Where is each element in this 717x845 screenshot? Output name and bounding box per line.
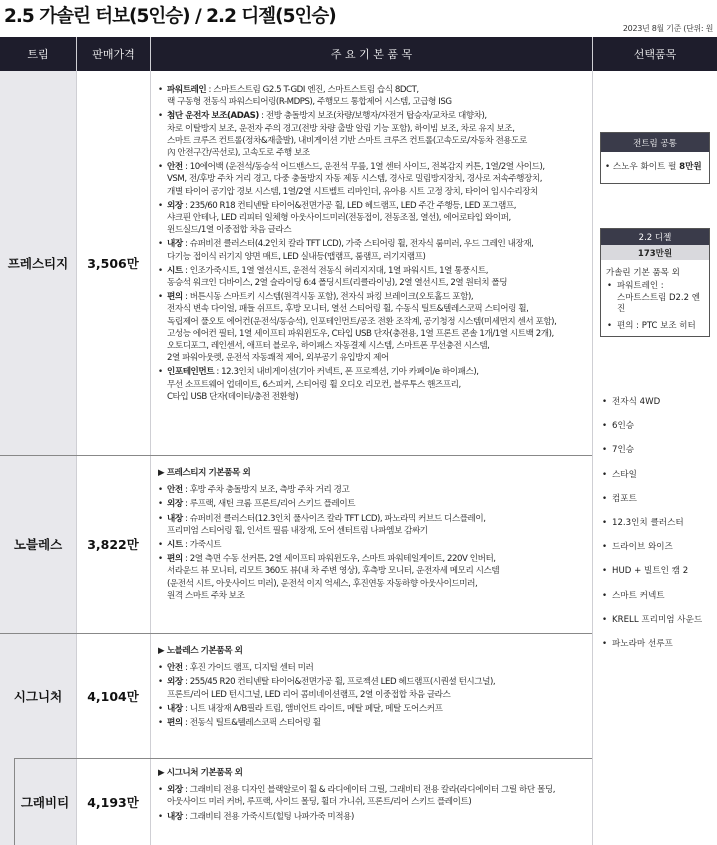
option-item: • 드라이브 와이즈 (600, 541, 712, 565)
feature-item: • 외장 : 255/45 R20 컨티넨탈 타이어&전면가공 휠, 프로젝션 LED 헤드램프(시퀀셜 턴시그널), 프론트/리어 LED 턴시그널, LED 리어 콤비네이션램프, 2열 이중접합 차음 글라스 (158, 676, 592, 700)
feature-item: • 편의 : 버튼시동 스마트키 시스템(원격시동 포함), 전자식 파킹 브레이크(오토홀드 포함), 전자식 변속 다이얼, 패들 쉬프트, 후방 모니터, 열선 스티어링 휠, 수동식 틸트&텔레스코픽 스티어링 휠, 독립제어 풀오토 에어컨(운전석/동승석), 인포테인먼트/공조 전환 조작계, 공기청정 시스템(미세먼지 센서 포함), 고성능 에어컨 필터, 1열 세이프티 파워윈도우, C타입 USB 단자(충전용, 1열 프론트 콘솔 1개/1열 시트백 2개), 오토디포그, 레인센서, 애프터 블로우, 하이패스 자동결제 시스템, 스마트폰 무선충전 시스템, 2열 파워아웃렛, 운전석 자동쾌적 제어, 외부공기 유입방지 제어 (158, 291, 592, 364)
diesel-title: 2.2 디젤 (601, 229, 709, 245)
feature-item: • 안전 : 후진 가이드 램프, 디지털 센터 미러 (158, 662, 592, 674)
feature-item: • 편의 : 2열 측면 수동 선커튼, 2열 세이프티 파워윈도우, 스마트 파워테일게이트, 220V 인버터, 서라운드 뷰 모니터, 리모트 360도 뷰(내 차 주변 영상), 후측방 모니터, 운전자세 메모리 시스템 (운전석 시트, 아웃사이드 미러), 운전석 이지 억세스, 후진연동 자동하향 아웃사이드미러, 원격 스마트 주차 보조 (158, 553, 592, 602)
common-option-item: • 스노우 화이트 펄 8만원 (605, 162, 702, 172)
diesel-intro: 가솔린 기본 품목 외 (606, 268, 680, 278)
price-noblesse: 3,822만 (87, 537, 139, 552)
feature-item: • 편의 : 전동식 틸트&텔레스코픽 스티어링 휠 (158, 717, 592, 729)
trim-signature: 시그니처 (13, 688, 63, 704)
options-list (600, 396, 712, 662)
option-item: • 12.3인치 클러스터 (600, 517, 712, 541)
price-gravity: 4,193만 (87, 794, 139, 810)
trim-prestige: 프레스티지 (7, 256, 69, 271)
page-title: 2.5 가솔린 터보(5인승) / 2.2 디젤(5인승) (4, 6, 336, 27)
section-intro: ▶ 프레스티지 기본품목 외 (158, 468, 251, 478)
option-item: • 컴포트 (600, 493, 712, 517)
option-item: • 6인승 (600, 420, 712, 444)
option-item: • HUD + 빌트인 캠 2 (600, 565, 712, 589)
common-option-title: 전트림 공통 (601, 133, 709, 152)
feature-item: • 외장 : 루프랙, 새틴 크롬 프론트/리어 스키드 플레이트 (158, 498, 592, 510)
price-prestige: 3,506만 (87, 256, 139, 271)
features-prestige (150, 84, 592, 405)
feature-item: • 시트 : 인조가죽시트, 1열 열선시트, 운전석 전동식 허리지지대, 1열 파워시트, 1열 통풍시트, 동승석 워크인 디바이스, 2열 슬라이딩 6:4 폴딩시트(리클라이닝), 2열 열선시트, 2열 원터치 폴딩 (158, 265, 592, 289)
features-noblesse (150, 467, 592, 604)
feature-item: • 내장 : 슈퍼비전 클러스터(4.2인치 칼라 TFT LCD), 가죽 스티어링 휠, 전자식 룸미러, 우드 그레인 내장재, 다기능 접이식 러기지 양면 매트, LED 실내등(맵램프, 룸램프, 러기지램프) (158, 238, 592, 262)
feature-item: • 인포테인먼트 : 12.3인치 내비게이션(기아 커넥트, 폰 프로젝션, 기아 카페이/e 하이패스), 무선 소프트웨어 업데이트, 6스피커, 스티어링 휠 오디오 리모컨, 블루투스 핸즈프리, C타입 USB 단자(데이터/충전 전환형) (158, 366, 592, 403)
feature-item: • 내장 : 그래비티 전용 가죽시트(힐팅 나파가죽 미적용) (158, 811, 592, 823)
features-signature (150, 645, 592, 731)
header-trim: 트림 (0, 37, 76, 71)
option-item: • 전자식 4WD (600, 396, 712, 420)
diesel-item: • 파워트레인 : 스마트스트림 D2.2 엔진 (605, 281, 705, 316)
divider (592, 37, 593, 845)
diesel-option-box (600, 228, 710, 337)
feature-item: • 시트 : 가죽시트 (158, 539, 592, 551)
date-note: 2023년 8월 기준 (단위: 원 (622, 24, 713, 33)
feature-item: • 안전 : 10에어백 (운전석/동승석 어드밴스드, 운전석 무릎, 1열 센터 사이드, 전복감지 커튼, 1열/2열 사이드), VSM, 전/후방 주차 거리 경고, 다중 충돌방지 자동 제동 시스템, 경사로 밀림방지장치, 경사로 저속주행장치, 개별 타이어 공기압 경보 시스템, 1열/2열 시트벨트 리마인더, 유아용 시트 고정 장치, 타이어 임시수리장치 (158, 161, 592, 198)
option-item: • KRELL 프리미엄 사운드 (600, 614, 712, 638)
diesel-price: 173만원 (601, 245, 709, 260)
feature-item: • 파워트레인 : 스마트스트림 G2.5 T-GDI 엔진, 스마트스트림 습식 8DCT, 랙 구동형 전동식 파워스티어링(R-MDPS), 주행모드 통합제어 시스템, 고급형 ISG (158, 84, 592, 108)
feature-item: • 외장 : 그래비티 전용 디자인 블랙알로이 휠 & 라디에이터 그릴, 그래비티 전용 칼라(라디에이터 그릴 하단 몰딩, 아웃사이드 미러 커버, 루프랙, 사이드 몰딩, 휠더 가니쉬, 프론트/리어 스키드 플레이트) (158, 784, 592, 808)
features-gravity (150, 767, 592, 825)
option-item: • 스마트 커넥트 (600, 590, 712, 614)
feature-item: • 외장 : 235/60 R18 컨티넨탈 타이어&전면가공 휠, LED 헤드램프, LED 주간 주행등, LED 포그램프, 샤크핀 안테나, LED 리피터 일체형 아웃사이드미러(전동접이, 전동조절, 열선), 에어로타입 와이퍼, 윈드실드/1열 이중접합 차음 글라스 (158, 200, 592, 237)
common-option-box (600, 132, 710, 184)
feature-item: • 내장 : 슈퍼비전 클러스터(12.3인치 풀사이즈 칼라 TFT LCD), 파노라믹 커브드 디스플레이, 프리미엄 스티어링 휠, 인서트 필름 내장재, 도어 센터트림 나파엠보 감싸기 (158, 513, 592, 537)
trim-noblesse: 노블레스 (13, 537, 63, 552)
option-item: • 스타일 (600, 469, 712, 493)
section-intro: ▶ 노블레스 기본품목 외 (158, 646, 243, 656)
diesel-item: • 편의 : PTC 보조 히터 (605, 321, 705, 333)
price-signature: 4,104만 (87, 688, 139, 704)
header-price: 판매가격 (77, 37, 150, 71)
feature-item: • 내장 : 니트 내장재 A/B필라 트림, 앰비언트 라이트, 메탈 페달, 메탈 도어스커프 (158, 703, 592, 715)
option-item: • 파노라마 선루프 (600, 638, 712, 662)
header-main: 주 요 기 본 품 목 (151, 37, 592, 71)
feature-item: • 안전 : 후방 주차 충돌방지 보조, 측방 주차 거리 경고 (158, 484, 592, 496)
feature-item: • 첨단 운전자 보조(ADAS) : 전방 충돌방지 보조(차량/보행자/자전거 탑승자/교차로 대향차), 차로 이탈방지 보조, 운전자 주의 경고(전방 차량 출발 알림 기능 포함), 하이빔 보조, 차로 유지 보조, 스마트 크루즈 컨트롤(정차&재출발), 내비게이션 기반 스마트 크루즈 컨트롤(고속도로/자동차 전용도로 內 안전구간/곡선로), 고속도로 주행 보조 (158, 110, 592, 159)
header-options: 선택품목 (593, 37, 717, 71)
section-intro: ▶ 시그니처 기본품목 외 (158, 768, 243, 778)
option-item: • 7인승 (600, 444, 712, 468)
trim-gravity: 그래비티 (20, 794, 70, 810)
